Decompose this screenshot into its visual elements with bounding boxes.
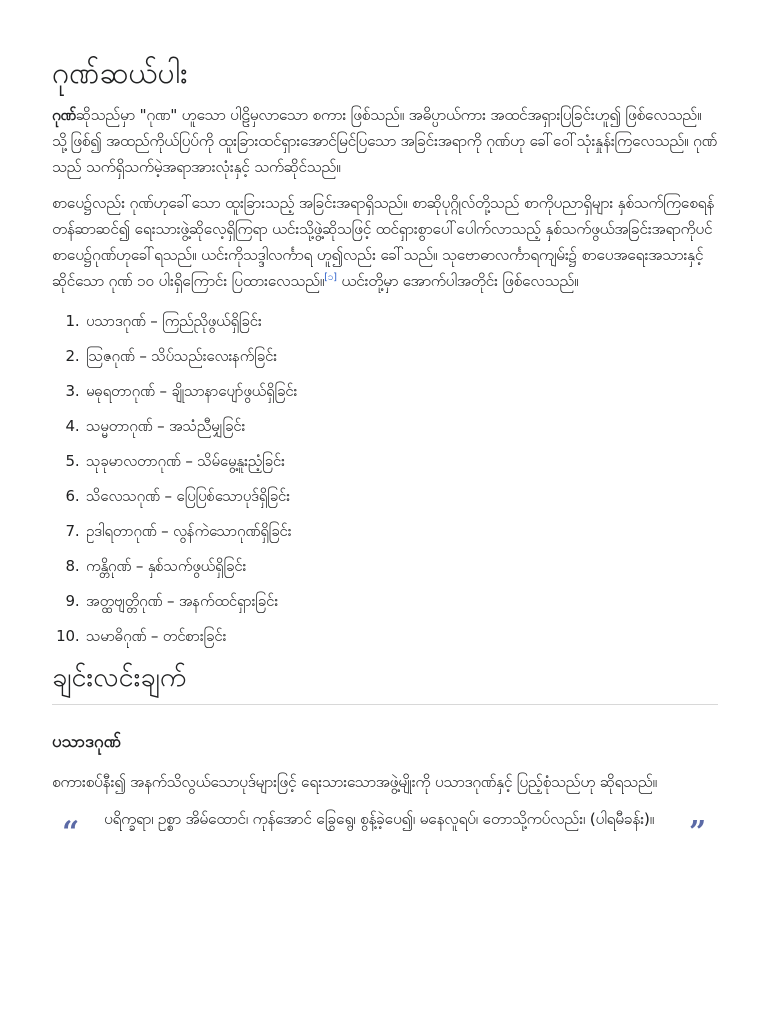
list-item: 4. သမ္မတာဂုဏ် – အသံညီမျှခြင်း xyxy=(84,409,718,444)
values-list xyxy=(52,304,718,654)
close-quote-icon: ” xyxy=(689,815,706,850)
list-item: 7. ဥဒါရတာဂုဏ် – လွန်ကဲသောဂုဏ်ရှိခြင်း xyxy=(84,514,718,549)
subsection-paragraph: စကားစပ်နီး၍ အနက်သိလွယ်သောပုဒ်များဖြင့် ရေးသားသောအဖွဲ့မျိုးကို ပသာဒဂုဏ်နှင့် ပြည့်စုံသည်ဟု ဆိုရသည်။ xyxy=(52,773,657,791)
list-item: 10. သမာဓိဂုဏ် – တင်စားခြင်း xyxy=(84,619,718,654)
reference-link[interactable]: [၁] xyxy=(324,271,337,283)
article xyxy=(52,52,718,850)
list-item: 8. ကန္တိဂုဏ် – နှစ်သက်ဖွယ်ရှိခြင်း xyxy=(84,549,718,584)
list-item: 5. သုခုမာလတာဂုဏ် – သိမ်မွေ့နူးညံ့ခြင်း xyxy=(84,444,718,479)
list-item: 1. ပသာဒဂုဏ် – ကြည်ညိုဖွယ်ရှိခြင်း xyxy=(84,304,718,339)
subsection-heading: ပသာဒဂုဏ် xyxy=(52,732,121,752)
section-heading: ချင်းလင်းချက် xyxy=(52,658,718,705)
intro-text: ဆိုသည်မှာ "ဂုဏ" ဟူသော ပါဠိမှလာသော စကား ဖြစ်သည်။ အဓိပ္ပာယ်ကား အထင်အရှားပြခြင်းဟူ၍ ဖြစ်လေသည်။ သို့ဖြစ်၍ အထည်ကိုယ်ပြပ်ကို ထူးခြားထင်ရှားအောင်မြင်ပြသော အခြင်းအရာကို ဂုဏ်ဟု ခေါ်ဝေါ်သုံးနှုန်းကြလေသည်။ ဂုဏ်သည် သက်ရှိသက်မဲ့အရာအားလုံးနှင့် သက်ဆိုင်သည်။ xyxy=(52,106,717,176)
quote-text: ပရိက္ခရာ၊ ဥစ္စာ အိမ်ထောင်၊ ကုန်အောင် ခြွေရွေ၊ စွန့်ခဲ့ပေ၍၊ မနေလူရပ်၊ တောသို့ကပ်လည်း၊ (ပါရမီခန်း)။ xyxy=(104,810,655,828)
list-item: 3. မဓုရတာဂုဏ် – ချိုသာနာပျော်ဖွယ်ရှိခြင်း xyxy=(84,374,718,409)
quote-block xyxy=(52,807,718,850)
literature-paragraph xyxy=(52,190,718,294)
open-quote-icon: “ xyxy=(62,815,79,850)
intro-paragraph xyxy=(52,102,718,180)
list-item: 2. ဩဇဂုဏ် – သိပ်သည်းလေးနက်ခြင်း xyxy=(84,339,718,374)
page-title: ဂုဏ်ဆယ်ပါး xyxy=(52,56,188,91)
literature-text-tail: ယင်းတို့မှာ အောက်ပါအတိုင်း ဖြစ်လေသည်။ xyxy=(336,272,579,290)
list-item: 6. သိလေသဂုဏ် – ပြေပြစ်သောပုဒ်ရှိခြင်း xyxy=(84,479,718,514)
list-item: 9. အတ္ထဗျတ္တိဂုဏ် – အနက်ထင်ရှားခြင်း xyxy=(84,584,718,619)
intro-lead-term: ဂုဏ် xyxy=(52,106,76,124)
literature-text: စာပေ၌လည်း ဂုဏ်ဟုခေါ်သော ထူးခြားသည့် အခြင်းအရာရှိသည်။ စာဆိုပုဂ္ဂိုလ်တို့သည် စာကိုပညာရှိများ နှစ်သက်ကြစေရန် တန်ဆာဆင်၍ ရေးသားဖွဲ့ဆိုလေ့ရှိကြရာ ယင်းသို့ဖွဲ့ဆိုသဖြင့် ထင်ရှားစွာပေါ်ပေါက်လာသည့် နှစ်သက်ဖွယ်အခြင်းအရာကိုပင် စာပေ၌ဂုဏ်ဟုခေါ်ရသည်။ ယင်းကိုသဒ္ဒါလင်္ကာရ ဟူ၍လည်း ခေါ်သည်။ သုဗောဓာလင်္ကာရကျမ်း၌ စာပေအရေးအသားနှင့်ဆိုင်သော ဂုဏ် ၁၀ ပါးရှိကြောင်း ပြထားလေသည်။ xyxy=(52,194,714,290)
